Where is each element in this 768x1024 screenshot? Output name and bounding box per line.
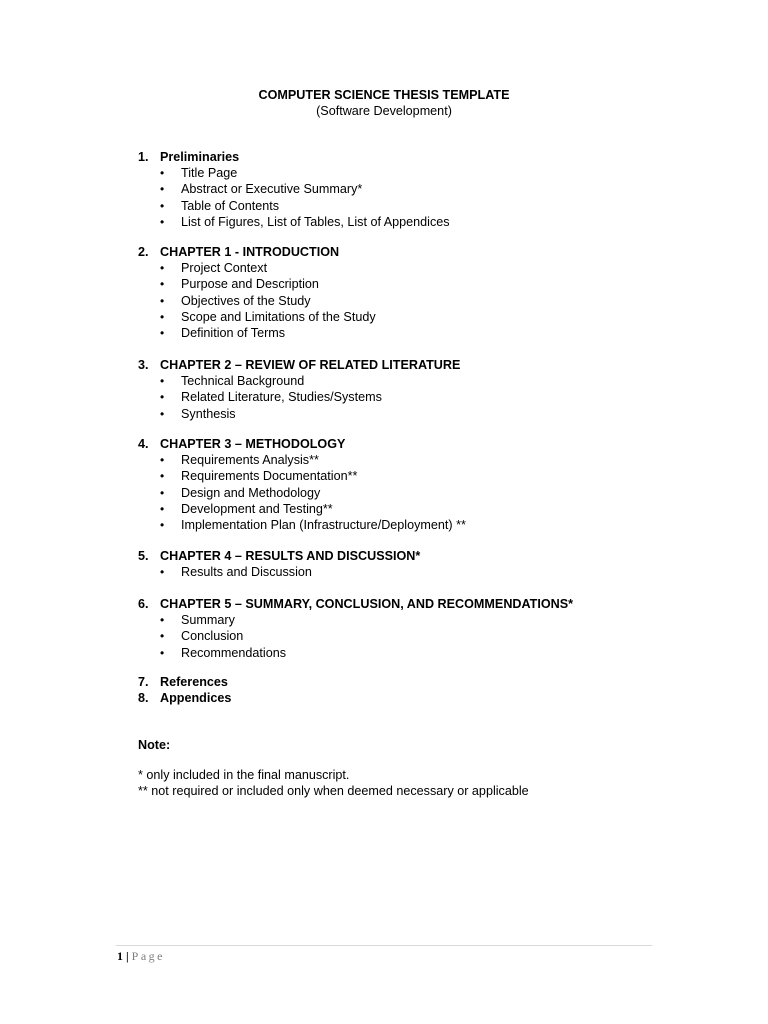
section-number: 2. xyxy=(138,245,149,259)
bullet-icon: • xyxy=(160,501,165,516)
list-item-text: Scope and Limitations of the Study xyxy=(181,309,376,324)
section-number: 6. xyxy=(138,597,149,611)
list-item xyxy=(138,373,698,389)
list-item-text: Definition of Terms xyxy=(181,326,286,341)
bullet-list xyxy=(138,612,698,661)
section-title: Preliminaries xyxy=(160,150,240,164)
section-chapter-2 xyxy=(138,357,698,422)
section-number: 5. xyxy=(138,549,149,563)
document-subtitle: (Software Development) xyxy=(316,104,452,118)
bullet-icon: • xyxy=(160,261,165,275)
list-item-text: Related Literature, Studies/Systems xyxy=(181,390,382,405)
list-item-text: List of Figures, List of Tables, List of Appendices xyxy=(181,214,450,229)
bullet-icon: • xyxy=(160,309,165,324)
bullet-icon: • xyxy=(160,453,165,467)
page-label: Page xyxy=(131,949,165,963)
section-title: CHAPTER 1 - INTRODUCTION xyxy=(160,245,340,259)
list-item xyxy=(138,485,698,501)
bullet-icon: • xyxy=(160,565,165,579)
list-item xyxy=(138,325,698,341)
section-number: 3. xyxy=(138,358,149,372)
section-heading xyxy=(138,674,698,690)
bullet-list xyxy=(138,373,698,422)
list-item xyxy=(138,628,698,644)
section-appendices xyxy=(138,690,698,706)
list-item-text: Results and Discussion xyxy=(181,565,312,579)
list-item-text: Requirements Documentation** xyxy=(181,469,358,484)
page-number: 1 xyxy=(117,949,123,963)
bullet-icon: • xyxy=(160,214,165,229)
section-chapter-5 xyxy=(138,596,698,661)
section-chapter-3 xyxy=(138,436,698,533)
footer-separator: | xyxy=(126,949,129,963)
section-title: References xyxy=(160,675,228,689)
list-item-text: Title Page xyxy=(181,166,238,180)
list-item xyxy=(138,165,698,181)
bullet-list xyxy=(138,564,698,580)
bullet-icon: • xyxy=(160,374,165,388)
list-item-text: Summary xyxy=(181,613,235,627)
list-item xyxy=(138,293,698,309)
bullet-icon: • xyxy=(160,277,165,292)
list-item xyxy=(138,645,698,661)
section-number: 1. xyxy=(138,150,149,164)
page-footer xyxy=(117,948,165,964)
section-number: 4. xyxy=(138,437,149,451)
bullet-icon: • xyxy=(160,390,165,405)
list-item xyxy=(138,198,698,214)
section-chapter-4 xyxy=(138,548,698,580)
list-item xyxy=(138,389,698,405)
list-item xyxy=(138,214,698,230)
list-item-text: Conclusion xyxy=(181,629,244,644)
section-number: 8. xyxy=(138,691,149,705)
bullet-icon: • xyxy=(160,485,165,500)
document-title: COMPUTER SCIENCE THESIS TEMPLATE xyxy=(258,88,510,102)
list-item-text: Objectives of the Study xyxy=(181,293,311,308)
list-item xyxy=(138,468,698,484)
list-item xyxy=(138,612,698,628)
bullet-icon: • xyxy=(160,293,165,308)
section-number: 7. xyxy=(138,675,149,689)
note-label: Note: xyxy=(138,738,171,752)
list-item xyxy=(138,517,698,533)
list-item xyxy=(138,309,698,325)
list-item-text: Project Context xyxy=(181,261,268,275)
list-item-text: Table of Contents xyxy=(181,198,280,213)
bullet-icon: • xyxy=(160,613,165,627)
section-title: CHAPTER 4 – RESULTS AND DISCUSSION* xyxy=(160,549,421,563)
bullet-icon: • xyxy=(160,518,165,533)
bullet-icon: • xyxy=(160,645,165,660)
section-heading xyxy=(138,149,698,165)
list-item xyxy=(138,406,698,422)
note-line: ** not required or included only when deemed necessary or applicable xyxy=(138,784,529,798)
bullet-icon: • xyxy=(160,469,165,484)
list-item-text: Development and Testing** xyxy=(181,501,333,516)
list-item xyxy=(138,276,698,292)
section-heading xyxy=(138,436,698,452)
bullet-list xyxy=(138,452,698,533)
list-item-text: Implementation Plan (Infrastructure/Deployment) ** xyxy=(181,518,466,533)
list-item-text: Design and Methodology xyxy=(181,485,321,500)
list-item xyxy=(138,452,698,468)
bullet-icon: • xyxy=(160,198,165,213)
section-title: CHAPTER 5 – SUMMARY, CONCLUSION, AND RECOMMENDATIONS* xyxy=(160,597,574,611)
section-title: CHAPTER 3 – METHODOLOGY xyxy=(160,437,346,451)
bullet-list xyxy=(138,165,698,230)
list-item-text: Purpose and Description xyxy=(181,277,319,292)
footer-divider xyxy=(116,945,652,946)
bullet-list xyxy=(138,260,698,341)
list-item-text: Recommendations xyxy=(181,645,286,660)
section-title: Appendices xyxy=(160,691,232,705)
list-item-text: Requirements Analysis** xyxy=(181,453,319,467)
list-item xyxy=(138,260,698,276)
bullet-icon: • xyxy=(160,629,165,644)
section-heading xyxy=(138,244,698,260)
bullet-icon: • xyxy=(160,182,165,197)
bullet-icon: • xyxy=(160,166,165,180)
list-item-text: Synthesis xyxy=(181,406,236,421)
section-title: CHAPTER 2 – REVIEW OF RELATED LITERATURE xyxy=(160,358,461,372)
list-item xyxy=(138,564,698,580)
section-heading xyxy=(138,690,698,706)
bullet-icon: • xyxy=(160,326,165,341)
list-item xyxy=(138,501,698,517)
bullet-icon: • xyxy=(160,406,165,421)
list-item-text: Technical Background xyxy=(181,374,305,388)
section-chapter-1 xyxy=(138,244,698,341)
list-item xyxy=(138,181,698,197)
section-heading xyxy=(138,548,698,564)
section-heading xyxy=(138,596,698,612)
section-references xyxy=(138,674,698,690)
list-item-text: Abstract or Executive Summary* xyxy=(181,182,363,197)
note-line: * only included in the final manuscript. xyxy=(138,768,350,782)
section-heading xyxy=(138,357,698,373)
section-preliminaries xyxy=(138,149,698,230)
